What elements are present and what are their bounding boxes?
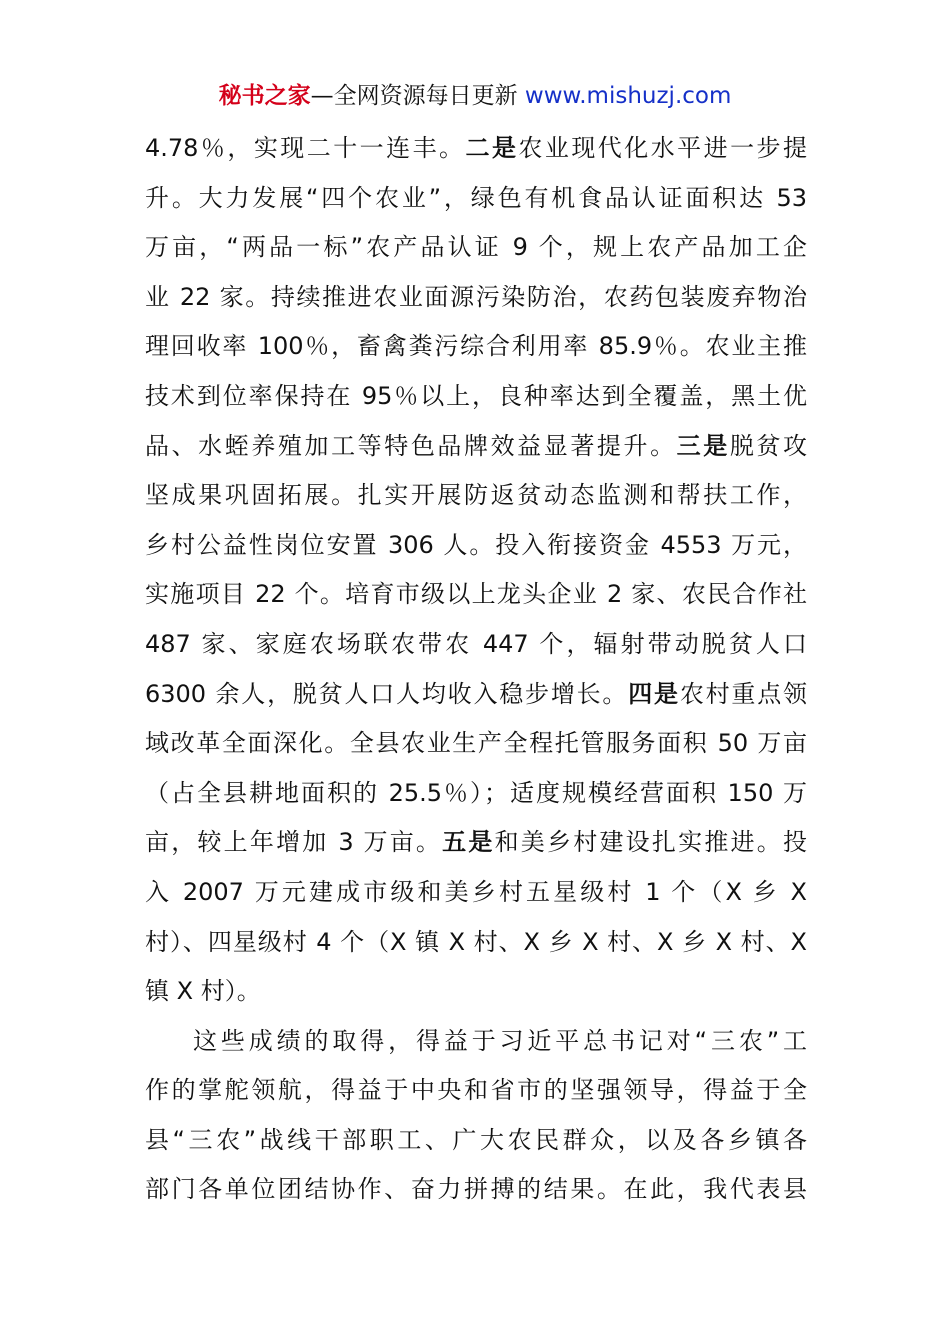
text-line [145,967,807,1017]
text-run: 部门各单位团结协作、奋力拼搏的结果。在此，我代表县 [145,1175,807,1204]
text-line [145,372,807,422]
text-run: 实施项目 22 个。培育市级以上龙头企业 2 家、农民合作社 [145,580,807,609]
emphasis-label: 五是 [442,828,495,857]
paragraph-acknowledgement [145,1017,807,1215]
text-line [145,1017,807,1067]
text-run: 作的掌舵领航，得益于中央和省市的坚强领导，得益于全 [145,1076,807,1105]
text-run: 乡村公益性岗位安置 306 人。投入衔接资金 4553 万元， [145,530,807,559]
text-run: 县“三农”战线干部职工、广大农民群众，以及各乡镇各 [145,1125,807,1154]
text-run: 这些成绩的取得，得益于习近平总书记对“三农”工 [193,1026,807,1055]
text-run: 脱贫攻 [729,431,808,460]
text-run: 理回收率 100％，畜禽粪污综合利用率 85.9％。农业主推 [145,332,807,361]
text-run: 4.78％，实现二十一连丰。 [145,134,466,162]
emphasis-label: 四是 [628,679,680,708]
text-run: 业 22 家。持续推进农业面源污染防治，农药包装废弃物治 [145,282,807,311]
text-line [145,1165,807,1215]
text-line [145,868,807,918]
text-line [145,521,807,571]
text-line [145,322,807,372]
text-run: 坚成果巩固拓展。扎实开展防返贫动态监测和帮扶工作， [145,481,807,510]
text-run: 品、水蛭养殖加工等特色品牌效益显著提升。 [145,431,677,460]
emphasis-label: 二是 [465,134,519,162]
text-run: 技术到位率保持在 95％以上，良种率达到全覆盖，黑土优 [145,381,807,410]
text-run: 和美乡村建设扎实推进。投 [494,828,807,857]
emphasis-label: 三是 [676,431,730,460]
text-line [145,818,807,868]
paragraph-achievements [145,124,807,1017]
text-line [145,570,807,620]
text-run: 亩，较上年增加 3 万亩。 [145,828,443,857]
text-line [145,1116,807,1166]
text-line [145,273,807,323]
text-run: 农村重点领 [679,679,807,708]
text-line [145,422,807,472]
document-body [145,124,807,1215]
text-run: 6300 余人，脱贫人口人均收入稳步增长。 [145,679,629,708]
text-line [145,471,807,521]
text-line [145,1066,807,1116]
text-line [145,670,807,720]
text-line [145,223,807,273]
text-run: （占全县耕地面积的 25.5％）；适度规模经营面积 150 万 [145,778,807,807]
text-run: 农业现代化水平进一步提 [518,134,808,162]
brand-name: 秘书之家 [218,83,311,109]
text-run: 487 家、家庭农场联农带农 447 个，辐射带动脱贫人口 [145,629,807,658]
text-line [145,620,807,670]
text-line [145,769,807,819]
text-line [145,174,807,224]
text-line [145,124,807,174]
site-header [0,80,950,112]
text-run: 升。大力发展“四个农业”，绿色有机食品认证面积达 53 [145,183,807,212]
text-run: 入 2007 万元建成市级和美乡村五星级村 1 个（X 乡 X [145,877,807,906]
site-url[interactable]: www.mishuzj.com [524,83,732,109]
text-run: 万亩，“两品一标”农产品认证 9 个，规上农产品加工企 [145,233,807,262]
header-tagline: —全网资源每日更新 [310,83,518,109]
text-run: 域改革全面深化。全县农业生产全程托管服务面积 50 万亩 [145,729,807,758]
text-line [145,918,807,968]
text-line [145,719,807,769]
text-run: 镇 X 村）。 [145,977,261,1006]
text-run: 村）、四星级村 4 个（X 镇 X 村、X 乡 X 村、X 乡 X 村、X [145,927,807,956]
